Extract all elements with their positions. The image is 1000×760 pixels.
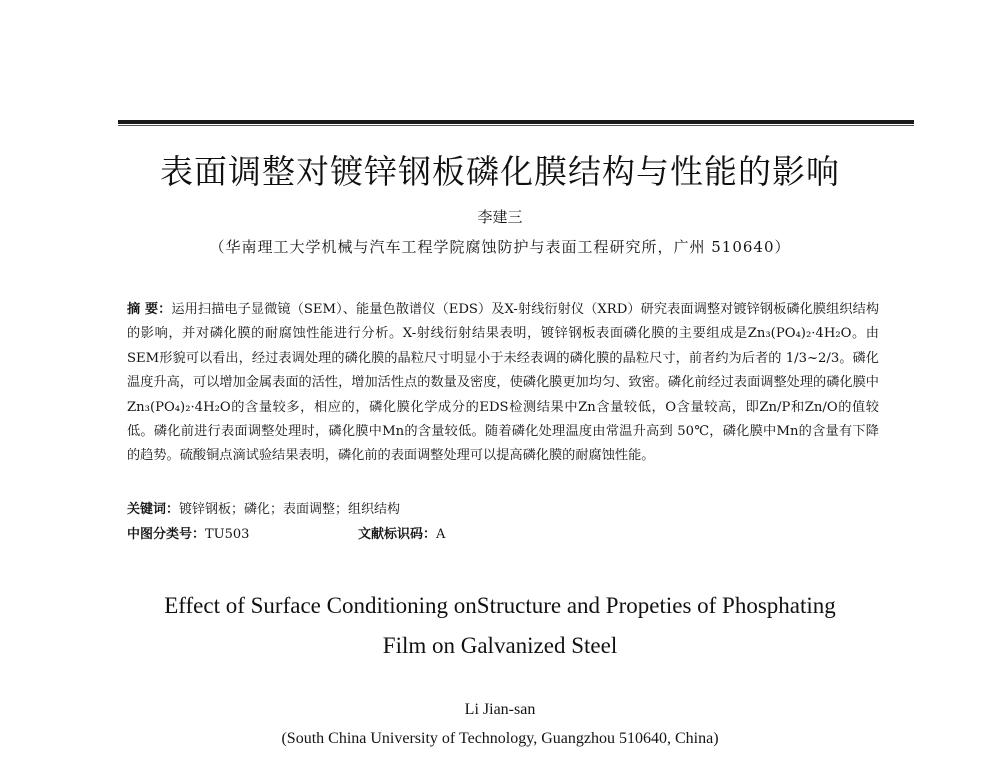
english-affiliation: (South China University of Technology, Guangzhou 510640, China) [281,730,719,747]
english-author: Li Jian-san [464,701,536,718]
english-title-line1: Effect of Surface Conditioning onStructure and Propeties of Phosphating [164,593,836,618]
author-affiliation: （华南理工大学机械与汽车工程学院腐蚀防护与表面工程研究所，广州 510640） [209,238,791,256]
author-name: 李建三 [477,208,523,226]
clc-label: 中图分类号： [127,527,206,542]
classification-number [127,523,249,542]
clc-value: TU503 [205,527,250,542]
english-title-line2: Film on Galvanized Steel [382,633,618,658]
english-title [0,586,1000,666]
doc-code-label: 文献标识码： [358,527,437,542]
header-rule [118,120,914,124]
keywords [127,498,400,517]
page-title: 表面调整对镀锌钢板磷化膜结构与性能的影响 [160,152,840,191]
abstract-label: 摘 要： [127,302,172,317]
keywords-label: 关键词： [127,502,180,517]
doc-code-value: A [436,527,446,542]
abstract-text: 运用扫描电子显微镜（SEM）、能量色散谱仪（EDS）及X-射线衍射仪（XRD）研究表面调整对镀锌钢板磷化膜组织结构的影响，并对磷化膜的耐腐蚀性能进行分析。X-射线衍射结果表明，镀锌钢板表面磷化膜的主要组成是Zn₃(PO₄)₂·4H₂O。由SEM形貌可以看出，经过表调处理的磷化膜的晶粒尺寸明显小于未经表调的磷化膜的晶粒尺寸，前者约为后者的 1/3~2/3。磷化温度升高，可以增加金属表面的活性，增加活性点的数量及密度，使磷化膜更加均匀、致密。磷化前经过表面调整处理的磷化膜中Zn₃(PO₄)₂·4H₂O的含量较多，相应的，磷化膜化学成分的EDS检测结果中Zn含量较低，O含量较高，即Zn/P和Zn/O的值较低。磷化前进行表面调整处理时，磷化膜中Mn的含量较低。随着磷化处理温度由常温升高到 50℃，磷化膜中Mn的含量有下降的趋势。硫酸铜点滴试验结果表明，磷化前的表面调整处理可以提高磷化膜的耐腐蚀性能。 [127,302,880,464]
document-code [358,523,445,542]
keywords-text: 镀锌钢板；磷化；表面调整；组织结构 [179,502,401,517]
abstract [127,298,879,469]
